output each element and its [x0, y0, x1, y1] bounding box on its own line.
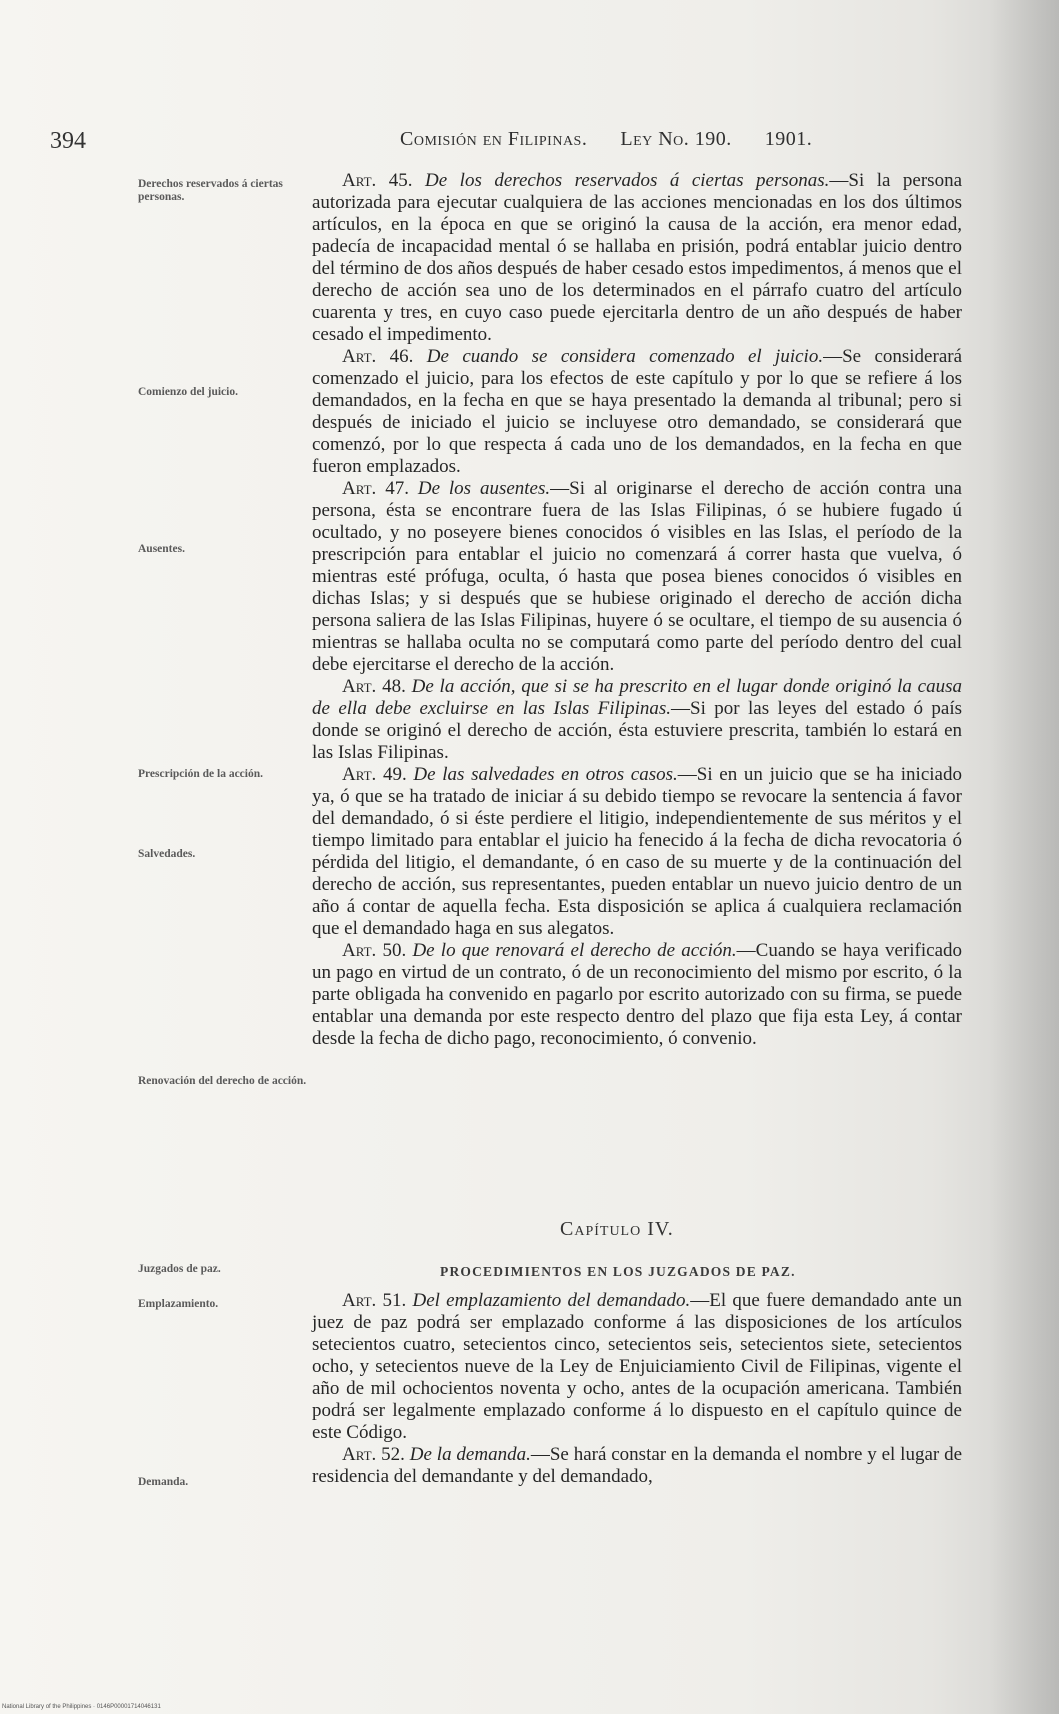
article-number: Art. 51. — [342, 1290, 407, 1311]
article-title: De la acción, que si se ha prescrito en el lugar donde originó la causa de ella debe excluirse en las Islas Filipinas. — [312, 676, 962, 719]
running-head — [400, 128, 870, 151]
body-text-lower — [312, 1290, 962, 1488]
article-text: —Se hará constar en la demanda el nombre y el lugar de residencia del demandante y del demandado, — [312, 1444, 963, 1487]
article-text: —Si la persona autorizada para ejecutar cualquiera de las acciones mencionadas en los dos últimos artículos, en la época en que se originó la causa de la acción, era menor edad, padecía de incapacidad mental ó se hallaba en prisión, podrá entablar juicio dentro del término de dos años después de haber cesado estos impedimentos, á menos que el derecho de acción sea uno de los determinados en el párrafo cuatro del artículo cuarenta y tres, en cuyo caso puede ejercitarla dentro de un año después de haber cesado el impedimento. — [312, 170, 962, 345]
article-number: Art. 49. — [342, 764, 407, 785]
chapter-title: Capítulo IV. — [560, 1218, 674, 1240]
margin-note-derechos: Derechos reservados á ciertas personas. — [138, 178, 283, 203]
article-text: —Se considerará comenzado el juicio, para los efectos de este capítulo y por lo que se refiere á los demandados, en la fecha en que se haya presentado la demanda al tribunal; pero si después de iniciado el juicio se incluyese otro demandado, se considerará que comenzó, por lo que respecta á cada uno de los demandados, en la fecha en que fueron emplazados. — [312, 346, 963, 477]
margin-note-emplazamiento: Emplazamiento. — [138, 1298, 219, 1310]
article-50 — [312, 940, 962, 1050]
section-title: PROCEDIMIENTOS EN LOS JUZGADOS DE PAZ. — [440, 1264, 796, 1279]
article-title: De los ausentes. — [417, 478, 551, 499]
article-52 — [312, 1444, 962, 1488]
article-number: Art. 47. — [342, 478, 409, 499]
article-text: —Cuando se haya verificado un pago en virtud de un contrato, ó de un reconocimiento del mismo por escrito, ó la parte obligada ha convenido en pagarlo por escrito autorizado con su firma, se puede entablar una demanda por este respecto dentro del plazo que fija esta Ley, á contar desde la fecha de dicho pago, reconocimiento, ó convenio. — [312, 940, 963, 1049]
article-text: —Si por las leyes del estado ó país donde se originó el derecho de acción, ésta estuviere prescrita, también lo estará en las Islas Filipinas. — [312, 698, 962, 763]
article-text: —Si en un juicio que se ha iniciado ya, ó que se ha tratado de iniciar á su debido tiempo se revocare la sentencia á favor del demandado, ó si éste perdiere el litigio, independientemente de sus méritos y el tiempo limitado para entablar el juicio ha fenecido á la fecha de dicha revocatoria ó pérdida del litigio, el demandante, ó en caso de su muerte y de la continuación del derecho de acción, sus representantes, pueden entablar un nuevo juicio dentro de un año á contar de aquella fecha. Esta disposición se aplica á cualquiera reclamación que el demandado haga en sus alegatos. — [312, 764, 962, 939]
margin-note-demanda: Demanda. — [138, 1476, 189, 1488]
body-text-upper — [312, 170, 962, 1050]
article-45 — [312, 170, 962, 346]
article-title: De lo que renovará el derecho de acción. — [412, 940, 737, 961]
article-number: Art. 45. — [342, 170, 413, 191]
article-number: Art. 48. — [342, 676, 406, 697]
running-head-year: 1901. — [764, 128, 813, 150]
article-title: De la demanda. — [409, 1444, 531, 1465]
margin-note-salvedades: Salvedades. — [138, 848, 196, 860]
article-title: De los derechos reservados á ciertas personas. — [425, 170, 830, 191]
margin-note-renovacion: Renovación del derecho de acción. — [138, 1075, 307, 1087]
article-48 — [312, 676, 962, 764]
margin-note-juzgados: Juzgados de paz. — [138, 1263, 221, 1275]
article-title: De las salvedades en otros casos. — [413, 764, 678, 785]
article-number: Art. 52. — [342, 1444, 405, 1465]
footer-credit: National Library of the Philippines · 0146P00001714046131 — [2, 1704, 161, 1710]
running-head-law: Ley No. 190. — [620, 128, 732, 150]
page-number: 394 — [50, 128, 86, 154]
article-49 — [312, 764, 962, 940]
article-title: Del emplazamiento del demandado. — [412, 1290, 691, 1311]
margin-note-prescripcion: Prescripción de la acción. — [138, 768, 263, 780]
running-head-commission: Comisión en Filipinas. — [400, 128, 588, 150]
page-edge-shadow — [989, 0, 1059, 1714]
article-title: De cuando se considera comenzado el juicio. — [426, 346, 824, 367]
article-text: —Si al originarse el derecho de acción contra una persona, ésta se encontrare fuera de las Islas Filipinas, ó se hubiere fugado ú ocultado, y no poseyere bienes conocidos ó visibles en las Islas, el período de la prescripción para entablar el juicio no comenzará á correr hasta que vuelva, ó mientras esté prófuga, oculta, ó hasta que posea bienes conocidos ó visibles en dichas Islas; y si después que se hubiese originado el derecho de acción dicha persona saliera de las Islas Filipinas, huyere ó se ocultare, el tiempo de su ausencia ó mientras se hallaba oculta no se computará como parte del período dentro del cual debe ejercitarse el derecho de la acción. — [312, 478, 962, 675]
article-number: Art. 46. — [342, 346, 414, 367]
article-46 — [312, 346, 962, 478]
margin-note-comienzo: Comienzo del juicio. — [138, 386, 238, 398]
article-number: Art. 50. — [342, 940, 407, 961]
article-text: —El que fuere demandado ante un juez de paz podrá ser emplazado conforme á las disposiciones de los artículos setecientos cuatro, setecientos cinco, setecientos seis, setecientos siete, setecientos ocho, y setecientos nueve de la Ley de Enjuiciamiento Civil de Filipinas, vigente el año de mil ochocientos noventa y ocho, antes de la ocupación americana. También podrá ser legalmente emplazado conforme á lo dispuesto en el capítulo quince de este Código. — [312, 1290, 962, 1443]
article-51 — [312, 1290, 962, 1444]
margin-note-ausentes: Ausentes. — [138, 543, 185, 555]
article-47 — [312, 478, 962, 676]
